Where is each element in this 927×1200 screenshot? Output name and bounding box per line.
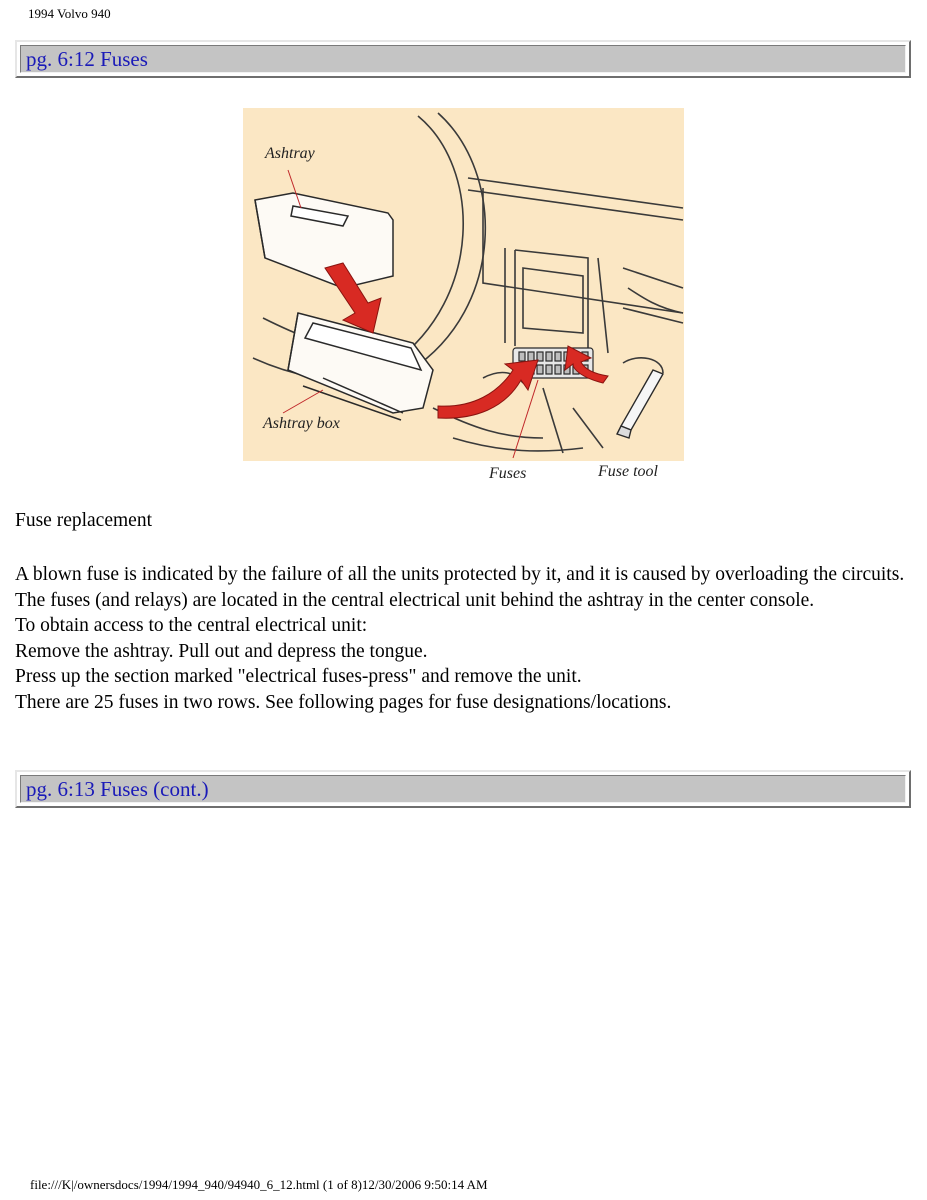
instruction-line: There are 25 fuses in two rows. See following pages for fuse designations/locations. — [15, 691, 672, 713]
instruction-line: To obtain access to the central electrical unit: — [15, 615, 368, 636]
section-link-current[interactable]: pg. 6:12 Fuses — [26, 47, 148, 71]
section-bar-current — [15, 40, 911, 78]
label-ashtray: Ashtray — [265, 145, 315, 162]
instruction-line: A blown fuse is indicated by the failure of all the units protected by it, and it is caused by overloading the circuits. The fuses (and relays) are located in the central electrical unit behind the ashtray in the center console. — [15, 564, 905, 611]
instructions-paragraph — [15, 562, 905, 715]
fuse-box-illustration — [243, 108, 684, 486]
print-header-title: 1994 Volvo 940 — [28, 6, 111, 21]
label-fuses: Fuses — [489, 465, 527, 482]
section-bar-inner — [20, 775, 906, 803]
label-fuse-tool: Fuse tool — [598, 463, 658, 480]
subheading-fuse-replacement: Fuse replacement — [15, 510, 152, 531]
section-bar-next — [15, 770, 911, 808]
print-footer-path: file:///K|/ownersdocs/1994/1994_940/94940_6_12.html (1 of 8)12/30/2006 9:50:14 AM — [30, 1177, 488, 1192]
section-link-next[interactable]: pg. 6:13 Fuses (cont.) — [26, 777, 209, 801]
section-bar-inner — [20, 45, 906, 73]
label-ashtray-box: Ashtray box — [263, 415, 340, 432]
instruction-line: Press up the section marked "electrical fuses-press" and remove the unit. — [15, 666, 582, 687]
instruction-line: Remove the ashtray. Pull out and depress the tongue. — [15, 640, 428, 662]
